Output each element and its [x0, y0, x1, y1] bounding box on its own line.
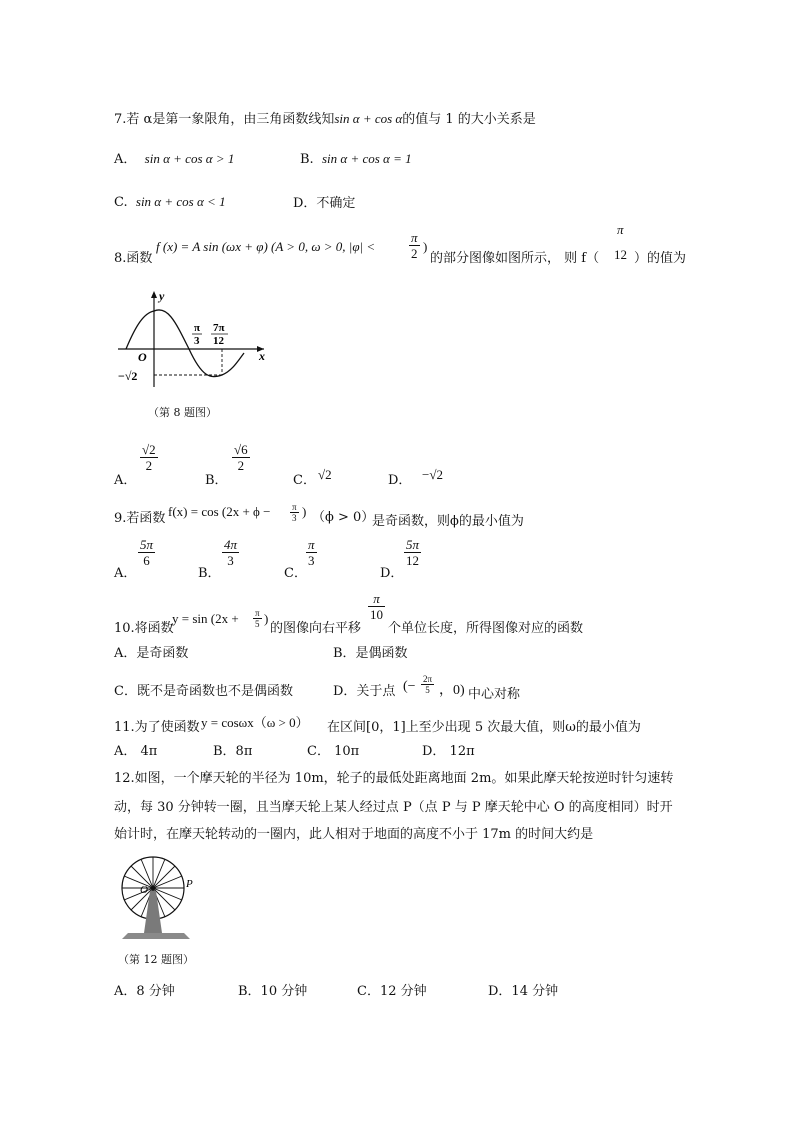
q9-b-label: B． [198, 566, 221, 581]
q8-a-den: 2 [140, 457, 158, 473]
q12-ferris-wheel-figure [118, 855, 198, 945]
q8-stem-text-mid: 的部分图像如图所示， 则 f（ [430, 251, 600, 266]
q8-d-value: −√2 [422, 467, 443, 482]
q10-func-den: 5 [253, 618, 262, 629]
q8-close-paren: ) [423, 239, 428, 254]
y-label: y [159, 289, 165, 303]
q10-func: y = sin (2x + [172, 611, 239, 626]
q8-arg-den: 12 [614, 247, 627, 262]
q7-c-label: C. [114, 195, 128, 210]
q12-option-b: B．10 分钟 [238, 984, 308, 999]
tick1-den: 3 [194, 335, 200, 347]
q8-stem-text-end: ）的值为 [634, 251, 687, 266]
ground-base [122, 933, 190, 939]
q9-d-den: 12 [404, 552, 421, 568]
q9-cond: （ϕ > 0） [312, 510, 375, 525]
q9-func-num: π [292, 502, 297, 512]
q8-graph [114, 285, 274, 395]
q11-func: y = cosωx（ω > 0） [201, 715, 309, 730]
q9-a-label: A． [114, 566, 137, 581]
q8-arg-num: π [617, 222, 624, 237]
q9-a-den: 6 [138, 552, 155, 568]
q7-option-d: D．不确定 [293, 196, 356, 211]
q8-phi-bound [409, 230, 420, 261]
x-label: x [259, 349, 265, 363]
q8-func: f (x) = A sin (ωx + φ) (A > 0, ω > 0, |φ| < [156, 239, 376, 254]
q9-b-frac [222, 537, 239, 568]
tick1-num: π [194, 322, 201, 334]
wheel-support [144, 891, 162, 933]
q8-b-den: 2 [232, 457, 250, 473]
q12-option-a: A．8 分钟 [114, 984, 175, 999]
q8-c-value: √2 [318, 467, 332, 482]
q9-c-num: π [308, 537, 315, 552]
q9-b-num: 4π [224, 537, 238, 552]
q12-stem-line1: 12.如图，一个摩天轮的半径为 10m，轮子的最低处距离地面 2m。如果此摩天轮按逆时针匀速转 [114, 771, 674, 786]
q12-stem-line2: 动，每 30 分钟转一圈，且当摩天轮上某人经过点 P（点 P 与 P 摩天轮中心 O 的高度相同）时开 [114, 800, 673, 815]
q9-d-num: 5π [406, 537, 420, 552]
q12-option-d: D．14 分钟 [488, 984, 559, 999]
q10-func-close: ) [264, 611, 269, 626]
q7-c-expr: sin α + cos α < 1 [135, 194, 226, 209]
q9-c-label: C． [284, 566, 307, 581]
q9-a-num: 5π [140, 537, 154, 552]
q10-d-den: 5 [421, 684, 434, 695]
q7-option-c [114, 193, 226, 212]
q8-b-num: √6 [234, 442, 248, 457]
q10-shift-den: 10 [370, 607, 383, 622]
q11-stem-end: 在区间[0，1]上至少出现 5 次最大值，则ω的最小值为 [327, 720, 641, 735]
q10-option-d [333, 683, 395, 701]
q7-expr: sin α + cos α [334, 111, 403, 126]
q10-d-frac [421, 674, 434, 695]
q8-caption: （第 8 题图） [148, 406, 217, 419]
q10-shift-frac [368, 591, 385, 622]
q11-option-c: C． 10π [307, 744, 360, 759]
point-p-label: P [186, 878, 193, 890]
q8-stem-text: 8.函数 [114, 251, 153, 266]
q10-stem-mid: 的图像向右平移 [270, 621, 362, 636]
q8-b-frac [232, 442, 250, 473]
q10-d-text: D．关于点 [333, 684, 396, 699]
q10-func-num: π [255, 608, 260, 618]
q7-a-label: A． [114, 152, 137, 167]
q10-d-point-open: (− [403, 679, 416, 694]
q9-c-frac [306, 537, 317, 568]
q12-caption: （第 12 题图） [118, 953, 194, 966]
q9-d-frac [404, 537, 421, 568]
q8-a-frac [140, 442, 158, 473]
q7-a-expr: sin α + cos α > 1 [144, 151, 235, 166]
q8-c-label: C． [293, 473, 316, 488]
q10-option-b: B．是偶函数 [333, 646, 408, 661]
q8-b-label: B． [205, 473, 228, 488]
q7-stem-text-end: 的值与 1 的大小关系是 [402, 112, 536, 127]
q7-b-expr: sin α + cos α = 1 [321, 151, 412, 166]
q9-func-close: ) [302, 504, 307, 519]
q9-b-den: 3 [222, 552, 239, 568]
center-o-label: O [140, 884, 148, 896]
q12-option-c: C．12 分钟 [357, 984, 427, 999]
q10-d-point-close: ，0) [439, 683, 465, 698]
y-axis-arrow-icon [151, 291, 157, 298]
q9-func-den: 3 [290, 512, 299, 523]
q7-option-a [114, 150, 234, 169]
q10-option-c: C．既不是奇函数也不是偶函数 [114, 684, 293, 699]
tick2-num: 7π [213, 322, 225, 334]
q9-d-label: D． [380, 566, 404, 581]
q10-d-text-end: 中心对称 [468, 687, 521, 702]
q11-stem-text: 11.为了使函数 [114, 720, 200, 735]
q7-b-label: B. [300, 152, 314, 167]
q9-func-frac [290, 502, 299, 523]
q10-func-frac [253, 608, 262, 629]
tick2-den: 12 [213, 335, 224, 347]
q7-stem [114, 110, 536, 129]
q10-option-a: A．是奇函数 [114, 646, 189, 661]
min-label: −√2 [118, 369, 138, 383]
q12-stem-line3: 始计时，在摩天轮转动的一圈内，此人相对于地面的高度不小于 17m 的时间大约是 [114, 827, 594, 842]
q8-a-num: √2 [142, 442, 156, 457]
sine-curve [126, 310, 244, 377]
q10-stem-end: 个单位长度，所得图像对应的函数 [388, 621, 584, 636]
q8-phi-den: 2 [409, 245, 420, 261]
q9-a-frac [138, 537, 155, 568]
q9-c-den: 3 [306, 552, 317, 568]
q9-stem-end: 是奇函数，则ϕ的最小值为 [372, 514, 524, 529]
q9-func: f(x) = cos (2x + ϕ − [168, 504, 271, 519]
q11-option-a: A． 4π [114, 744, 158, 759]
q9-stem [114, 510, 165, 528]
q11-option-d: D． 12π [422, 744, 475, 759]
q7-stem-text: 7.若 α是第一象限角，由三角函数线知 [114, 112, 335, 127]
q8-d-label: D． [388, 473, 412, 488]
q11-option-b: B．8π [213, 744, 253, 759]
q8-phi-num: π [411, 230, 418, 245]
q10-d-num: 2π [423, 674, 433, 684]
q8-arg [615, 222, 626, 237]
q10-shift-num: π [373, 591, 380, 606]
q8-a-label: A． [114, 473, 137, 488]
origin-label: O [138, 350, 147, 364]
q7-option-b [300, 150, 412, 169]
q9-stem-text: 9.若函数 [114, 511, 166, 526]
q10-stem-text: 10.将函数 [114, 621, 174, 636]
